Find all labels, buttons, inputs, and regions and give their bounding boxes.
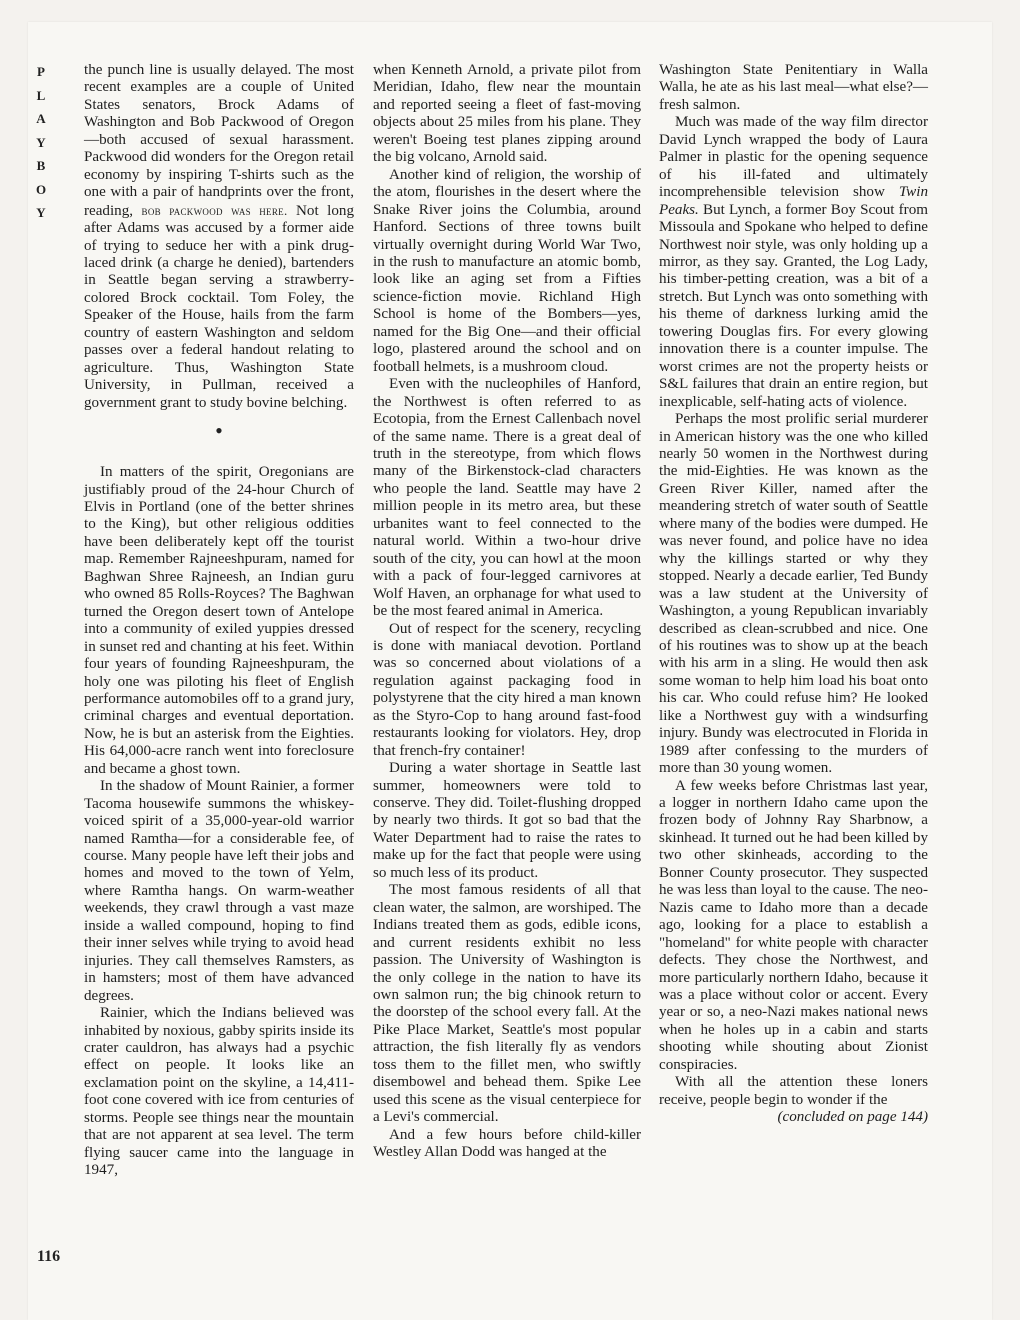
- paragraph: A few weeks before Christmas last year, a logger in northern Idaho came upon the frozen body of Johnny Ray Sharbnow, a skinhead. It turned out he had been killed by two other skinheads, according to the Bonner County prosecutor. They suspected he was less than loyal to the cause. The neo-Nazis came to Idaho more than a decade ago, looking for a place to establish a "homeland" for white people with character defects. They chose the Northwest, and more particularly northern Idaho, because it was a place without color or accent. Every year or so, a neo-Nazi makes national news when he holes up in a cabin and starts shooting while shouting about Zionist conspiracies.: [659, 777, 928, 1073]
- paragraph: Out of respect for the scenery, recycling is done with maniacal devotion. Portland was so concerned about violations of a regulation against packaging food in polystyrene that the city hired a man known as the Styro-Cop to hang around fast-food restaurants looking for violators. Hey, drop that french-fry container!: [373, 620, 641, 759]
- show-title: Twin Peaks.: [659, 184, 928, 218]
- paragraph: Perhaps the most prolific serial murderer in American history was the one who killed nearly 50 women in the Northwest during the mid-Eighties. He was known as the Green River Killer, named after the meandering stretch of water south of Seattle where many of the bodies were dumped. He was never found, and police have no idea why the killings started or why they stopped. Nearly a decade earlier, Ted Bundy was a law student at the University of Washington, a young Republican invariably described as clean-scrubbed and nice. One of his routines was to show up at the beach with his arm in a sling. He would then ask some woman to help him load his boat onto his car. Who could refuse him? He looked like a Northwest guy with a windsurfing injury. Bundy was electrocuted in Florida in 1989 after confessing to the murders of more than 30 young women.: [659, 411, 928, 777]
- running-head-letter: P: [37, 64, 45, 79]
- continuation-note: (concluded on page 144): [777, 1109, 928, 1126]
- paragraph: And a few hours before child-killer Westley Allan Dodd was hanged at the: [373, 1126, 641, 1161]
- running-head-letter: B: [36, 158, 46, 173]
- running-head-playboy: [30, 60, 52, 225]
- paragraph-text: But Lynch, a former Boy Scout from Missoula and Spokane who helped to define Northwest noir style, was only holding up a mirror, as they say. Granted, the Log Lady, his timber-petting creation, was a bit of a stretch. But Lynch was onto something with his theme of darkness lurking amid the towering Douglas firs. For every glowing innovation there is a counter impulse. The worst crimes are not the property heists or S&L failures that drain an entire region, but inexplicable, self-hating acts of violence.: [659, 201, 928, 410]
- section-divider-bullet: •: [215, 418, 223, 444]
- running-head-letter: L: [36, 87, 46, 103]
- paragraph-text: Not long after Adams was accused by a former aide of trying to seduce her with a pink drug-laced drink (a charge he denied), bartenders in Seattle began serving a strawberry-colored Brock cocktail. Tom Foley, the Speaker of the House, hails from the farm country of eastern Washington and seldom passes over a federal handout relating to agriculture. Thus, Washington State University, in Pullman, received a government grant to study bovine belching.: [84, 202, 354, 411]
- paragraph: The most famous residents of all that clean water, the salmon, are worshiped. The Indians treated them as gods, edible icons, and current residents exhibit no less passion. The University of Washington is the only college in the nation to have its own salmon run; the big chinook return to the doorstep of the school every fall. At the Pike Place Market, Seattle's most popular attraction, the fish literally fly as vendors toss them to the fillet men, who swiftly disembowel and behead them. Spike Lee used this scene as the visual centerpiece for a Levi's commercial.: [373, 882, 641, 1126]
- running-head-letter: Y: [36, 205, 46, 220]
- tshirt-slogan: bob packwood was here.: [141, 202, 288, 218]
- running-head-letter: O: [35, 181, 47, 197]
- paragraph: Another kind of religion, the worship of the atom, flourishes in the desert where the Snake River joins the Columbia, around Hanford. Sections of three towns built virtually overnight during World War Two, in the rush to manufacture an atomic bomb, look like an aging set from a Fifties science-fiction movie. Richland High School is home of the Bombers—yes, named for the Big One—and their official logo, plastered around the school and on football helmets, is a mushroom cloud.: [373, 166, 641, 375]
- paragraph: Washington State Penitentiary in Walla Walla, he ate as his last meal—what else?—fresh salmon.: [659, 62, 928, 113]
- text-column-2: [373, 62, 641, 1162]
- paragraph-text: Much was made of the way film director David Lynch wrapped the body of Laura Palmer in plastic for the opening sequence of his ill-fated and ultimately incomprehensible television show: [659, 114, 928, 201]
- paragraph: [84, 62, 354, 412]
- paragraph: when Kenneth Arnold, a private pilot from Meridian, Idaho, flew near the mountain and reported seeing a fleet of fast-moving objects about 25 miles from his plane. They weren't Boeing test planes zipping around the big volcano, Arnold said.: [373, 62, 641, 166]
- text-column-1: [84, 62, 354, 1180]
- paragraph: In the shadow of Mount Rainier, a former Tacoma housewife summons the whiskey-voiced spirit of a 35,000-year-old warrior named Ramtha—for a considerable fee, of course. Many people have left their jobs and homes and moved to the town of Yelm, where Ramtha hangs. On warm-weather weekends, they crawl through a vast maze inside a walled compound, hoping to find their inner selves while trying to avoid head injuries. They call themselves Ramsters, as in hamsters; most of them have advanced degrees.: [84, 778, 354, 1004]
- page-number: 116: [37, 1248, 61, 1265]
- paragraph: During a water shortage in Seattle last summer, homeowners were told to conserve. They did. Toilet-flushing dropped by nearly two thirds. It got so bad that the Water Department had to raise the rates to make up for the fact that people were using so much less of its product.: [373, 760, 641, 881]
- running-head-letter: Y: [36, 134, 46, 150]
- paragraph: Even with the nucleophiles of Hanford, the Northwest is often referred to as Ecotopia, from the Ernest Callenbach novel of the same name. There is a great deal of truth in the stereotype, from which flows many of the Birkenstock-clad characters who people the land. Seattle may have 2 million people in its metro area, but these urbanites want to feel connected to the natural world. Within a two-hour drive south of the city, you can howl at the moon with a pack of four-legged carnivores at Wolf Haven, an orphanage for what used to be the most feared animal in America.: [373, 376, 641, 620]
- paragraph: In matters of the spirit, Oregonians are justifiably proud of the 24-hour Church of Elvis in Portland (one of the better shrines to the King), but other religious oddities have been deliberately kept off the tourist map. Remember Rajneeshpuram, named for Baghwan Shree Rajneesh, an Indian guru who owned 85 Rolls-Royces? The Baghwan turned the Oregon desert town of Antelope into a community of exiled yuppies dressed in sunset red and chanting at his feet. Within four years of founding Rajneeshpuram, the holy one was piloting his fleet of English performance automobiles off to a grand jury, criminal charges and eventual deportation. Now, he is but an asterisk from the Eighties. His 64,000-acre ranch went into foreclosure and became a ghost town.: [84, 464, 354, 777]
- paragraph: Rainier, which the Indians believed was inhabited by noxious, gabby spirits inside its crater cauldron, has always had a psychic effect on people. It looks like an exclamation point on the skyline, a 14,411-foot cone covered with ice from centuries of storms. People see things near the mountain that are not apparent at sea level. The term flying saucer came into the language in 1947,: [84, 1005, 354, 1179]
- paragraph: With all the attention these loners receive, people begin to wonder if the: [659, 1074, 928, 1108]
- paragraph-text: the punch line is usually delayed. The most recent examples are a couple of United States senators, Brock Adams of Washington and Bob Packwood of Oregon—both accused of sexual harassment. Packwood did wonders for the Oregon retail economy by inspiring T-shirts such as the one with a pair of handprints over the front, reading,: [84, 62, 354, 219]
- running-head-letter: A: [36, 111, 46, 126]
- paragraph: [659, 114, 928, 411]
- text-column-3: [659, 62, 928, 1127]
